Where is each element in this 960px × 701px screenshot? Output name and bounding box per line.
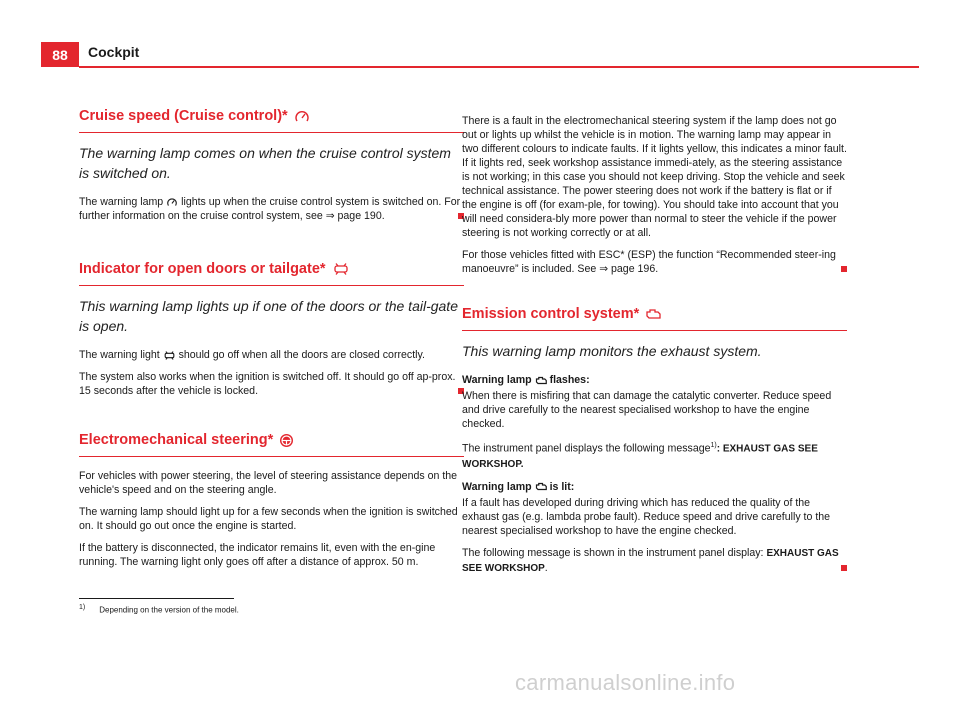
end-mark bbox=[841, 565, 847, 571]
emission-lead: This warning lamp monitors the exhaust system. bbox=[462, 343, 762, 359]
lit-subheading bbox=[462, 480, 847, 494]
flash-b: flashes: bbox=[549, 374, 590, 386]
steering-p2: The warning lamp should light up for a few seconds when the ignition is switched on. It should go out once the engine is started. bbox=[79, 506, 458, 532]
footnote-ref: 1) bbox=[710, 442, 717, 449]
cruise-body bbox=[79, 195, 464, 223]
footnote-mark: 1) bbox=[79, 604, 86, 611]
footnote-text: Depending on the version of the model. bbox=[99, 605, 239, 615]
steering-p5-text: For those vehicles fitted with ESC* (ESP) the function “Recommended steer-ing manoeuvre” is included. See ⇒ page 196. bbox=[462, 249, 836, 275]
steering-title: Electromechanical steering* bbox=[79, 432, 274, 448]
header-rule bbox=[79, 66, 919, 68]
final-intro: The following message is shown in the instrument panel display: bbox=[462, 546, 764, 559]
doors-heading bbox=[79, 261, 464, 286]
doors-p1-a: The warning light bbox=[79, 349, 160, 361]
open-doors-icon bbox=[163, 351, 176, 360]
footnote bbox=[79, 604, 239, 615]
doors-p2-text: The system also works when the ignition is switched off. It should go off ap-prox. 15 seconds after the vehicle is locked. bbox=[79, 371, 456, 397]
lit-b: is lit: bbox=[549, 480, 575, 493]
final-paragraph bbox=[462, 546, 847, 576]
cruise-body-a: The warning lamp bbox=[79, 196, 164, 208]
left-column bbox=[79, 108, 464, 577]
steering-p5 bbox=[462, 248, 847, 276]
steering-p1: For vehicles with power steering, the level of steering assistance depends on the vehicle's speed and on the steering angle. bbox=[79, 470, 458, 496]
cruise-body-b: lights up when the cruise control system is switched on. For further information on the cruise control system, see ⇒ page 190. bbox=[79, 196, 461, 222]
footnote-rule bbox=[79, 598, 234, 599]
steering-wheel-icon bbox=[279, 433, 294, 448]
doors-lead: This warning lamp lights up if one of the doors or the tail-gate is open. bbox=[79, 298, 458, 334]
cruise-lead: The warning lamp comes on when the cruise control system is switched on. bbox=[79, 145, 451, 181]
end-mark bbox=[841, 266, 847, 272]
chapter-title: Cockpit bbox=[88, 44, 140, 60]
steering-p3: If the battery is disconnected, the indicator remains lit, even with the en-gine running. The warning light only goes off after a distance of approx. 50 m. bbox=[79, 542, 436, 568]
right-column bbox=[462, 114, 847, 584]
cruise-control-icon bbox=[166, 197, 178, 207]
page-number: 88 bbox=[41, 42, 79, 67]
cruise-heading bbox=[79, 108, 464, 133]
doors-title: Indicator for open doors or tailgate* bbox=[79, 261, 326, 277]
engine-icon bbox=[645, 308, 661, 320]
open-doors-icon bbox=[332, 263, 350, 275]
msg-text: : EXHAUST GAS SEE WORKSHOP. bbox=[462, 443, 818, 470]
doors-p2 bbox=[79, 370, 464, 398]
steering-heading bbox=[79, 432, 464, 457]
flash-text: When there is misfiring that can damage the catalytic converter. Reduce speed and drive carefully to the nearest specialised workshop to have the engine checked. bbox=[462, 390, 832, 430]
lit-text: If a fault has developed during driving which has reduced the quality of the exhaust gas (e.g. lambda probe fault). Reduce speed and drive carefully to the nearest specialised workshop to have the engine checked. bbox=[462, 496, 831, 537]
flash-a: Warning lamp bbox=[462, 374, 532, 386]
message-paragraph bbox=[462, 439, 847, 472]
emission-title: Emission control system* bbox=[462, 306, 640, 322]
emission-heading bbox=[462, 306, 847, 331]
lit-a: Warning lamp bbox=[462, 480, 532, 493]
final-msg: EXHAUST GAS SEE WORKSHOP bbox=[462, 547, 839, 574]
msg-intro: The instrument panel displays the following message bbox=[462, 442, 711, 455]
steering-p4: There is a fault in the electromechanical steering system if the lamp does not go out or lights up whilst the vehicle is in motion. The warning lamp may appear in two different colours to indicate faults. If it lights yellow, this indicates a minor fault. If it lights red, seek workshop assistance immedi-ately, as the steering assistance is not working; in this case you should not keep driving. Stop the vehicle and seek technical assistance. The power steering does not work if the battery is flat or if the engine is off (for exam-ple, for towing). You should take into account that you will need considera-bly more power than normal to steer the vehicle if the power steering is not working correctly or at all. bbox=[462, 115, 847, 239]
engine-icon bbox=[535, 376, 547, 385]
final-end: . bbox=[544, 561, 548, 574]
doors-p1-b: should go off when all the doors are closed correctly. bbox=[178, 349, 425, 361]
cruise-title: Cruise speed (Cruise control)* bbox=[79, 108, 288, 124]
engine-icon bbox=[535, 482, 547, 491]
watermark: carmanualsonline.info bbox=[515, 670, 736, 695]
doors-p1 bbox=[79, 348, 464, 362]
flash-subheading bbox=[462, 373, 847, 387]
cruise-control-icon bbox=[294, 109, 310, 123]
